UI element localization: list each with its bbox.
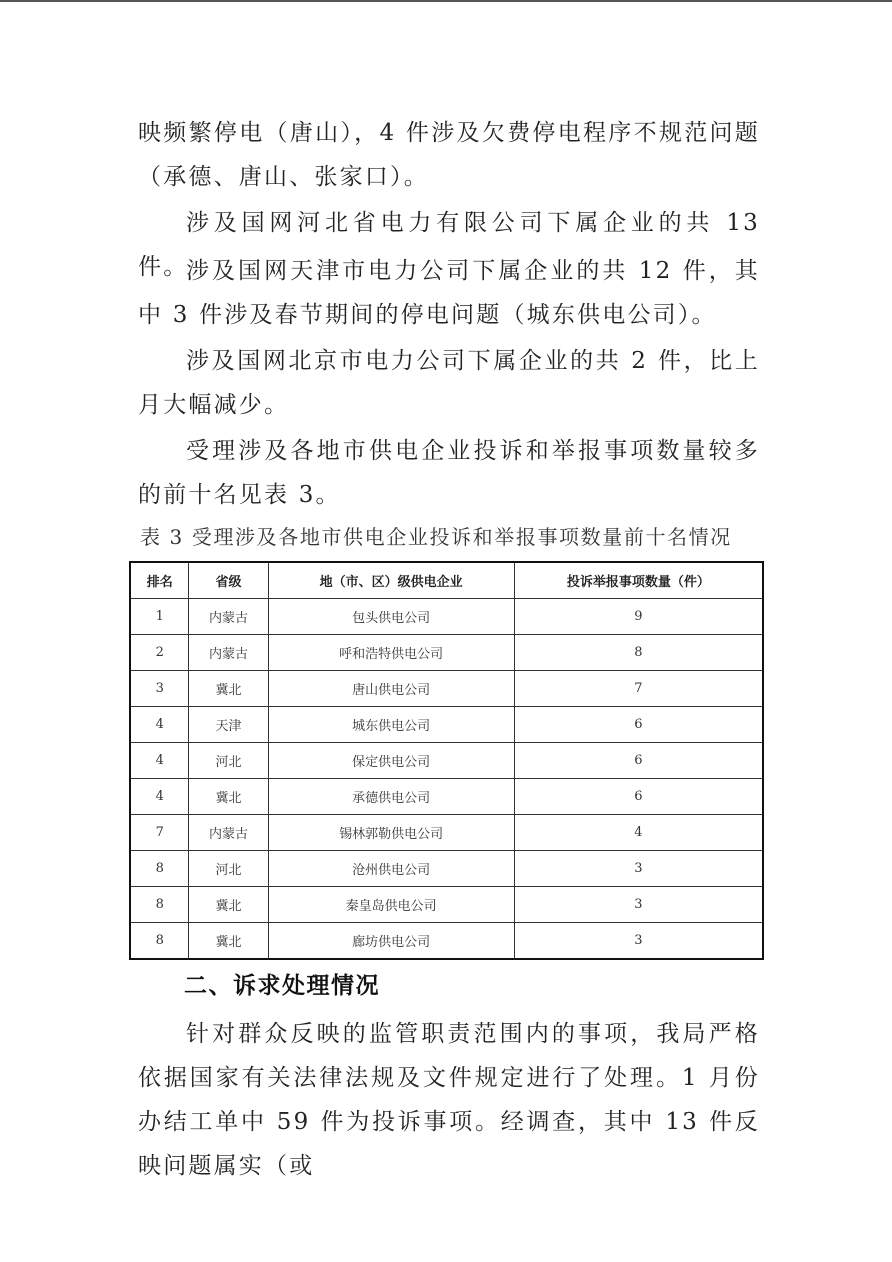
- cell-province: 冀北: [189, 779, 268, 815]
- cell-rank: 8: [130, 923, 189, 960]
- paragraph-beijing: 涉及国网北京市电力公司下属企业的共 2 件，比上月大幅减少。: [138, 348, 760, 418]
- cell-province: 天津: [189, 707, 268, 743]
- cell-province: 河北: [189, 743, 268, 779]
- header-province: 省级: [189, 562, 268, 599]
- header-count: 投诉举报事项数量（件）: [514, 562, 763, 599]
- paragraph-continuation: 映频繁停电（唐山），4 件涉及欠费停电程序不规范问题（承德、唐山、张家口）。: [138, 120, 760, 190]
- table-row: [130, 887, 763, 923]
- table-row: [130, 599, 763, 635]
- cell-province: 冀北: [189, 923, 268, 960]
- cell-province: 冀北: [189, 671, 268, 707]
- cell-enterprise: 包头供电公司: [268, 599, 514, 635]
- table-row: [130, 815, 763, 851]
- table-header-row: [130, 562, 763, 599]
- table-row: [130, 671, 763, 707]
- cell-count: 3: [514, 923, 763, 960]
- cell-enterprise: 城东供电公司: [268, 707, 514, 743]
- cell-count: 3: [514, 851, 763, 887]
- table-row: [130, 743, 763, 779]
- cell-enterprise: 唐山供电公司: [268, 671, 514, 707]
- table-row: [130, 851, 763, 887]
- page-top-border: [0, 0, 892, 2]
- cell-enterprise: 沧州供电公司: [268, 851, 514, 887]
- cell-enterprise: 承德供电公司: [268, 779, 514, 815]
- cell-count: 6: [514, 743, 763, 779]
- cell-rank: 1: [130, 599, 189, 635]
- cell-count: 8: [514, 635, 763, 671]
- cell-count: 7: [514, 671, 763, 707]
- cell-count: 9: [514, 599, 763, 635]
- cell-enterprise: 呼和浩特供电公司: [268, 635, 514, 671]
- section-heading: 二、诉求处理情况: [184, 973, 380, 999]
- cell-rank: 8: [130, 851, 189, 887]
- cell-count: 3: [514, 887, 763, 923]
- cell-rank: 7: [130, 815, 189, 851]
- paragraph-tianjin: 涉及国网天津市电力公司下属企业的共 12 件，其中 3 件涉及春节期间的停电问题（城东供电公司）。: [138, 258, 760, 328]
- cell-enterprise: 锡林郭勒供电公司: [268, 815, 514, 851]
- cell-rank: 8: [130, 887, 189, 923]
- header-rank: 排名: [130, 562, 189, 599]
- cell-count: 6: [514, 707, 763, 743]
- cell-rank: 2: [130, 635, 189, 671]
- cell-enterprise: 保定供电公司: [268, 743, 514, 779]
- cell-count: 6: [514, 779, 763, 815]
- cell-province: 冀北: [189, 887, 268, 923]
- cell-province: 内蒙古: [189, 635, 268, 671]
- table-row: [130, 635, 763, 671]
- table-caption: 表 3 受理涉及各地市供电企业投诉和举报事项数量前十名情况: [140, 525, 732, 549]
- top-ten-table: [129, 561, 764, 960]
- cell-count: 4: [514, 815, 763, 851]
- cell-province: 河北: [189, 851, 268, 887]
- cell-rank: 4: [130, 743, 189, 779]
- table-row: [130, 779, 763, 815]
- cell-rank: 4: [130, 779, 189, 815]
- cell-province: 内蒙古: [189, 599, 268, 635]
- cell-enterprise: 秦皇岛供电公司: [268, 887, 514, 923]
- paragraph-handling: 针对群众反映的监管职责范围内的事项，我局严格依据国家有关法律法规及文件规定进行了处理。1 月份办结工单中 59 件为投诉事项。经调查，其中 13 件反映问题属实（或: [138, 1021, 760, 1179]
- table-row: [130, 923, 763, 960]
- cell-rank: 3: [130, 671, 189, 707]
- paragraph-hebei: 涉及国网河北省电力有限公司下属企业的共 13 件。: [138, 210, 760, 280]
- paragraph-top-ten-intro: 受理涉及各地市供电企业投诉和举报事项数量较多的前十名见表 3。: [138, 438, 760, 508]
- header-enterprise: 地（市、区）级供电企业: [268, 562, 514, 599]
- cell-enterprise: 廊坊供电公司: [268, 923, 514, 960]
- cell-province: 内蒙古: [189, 815, 268, 851]
- cell-rank: 4: [130, 707, 189, 743]
- table-row: [130, 707, 763, 743]
